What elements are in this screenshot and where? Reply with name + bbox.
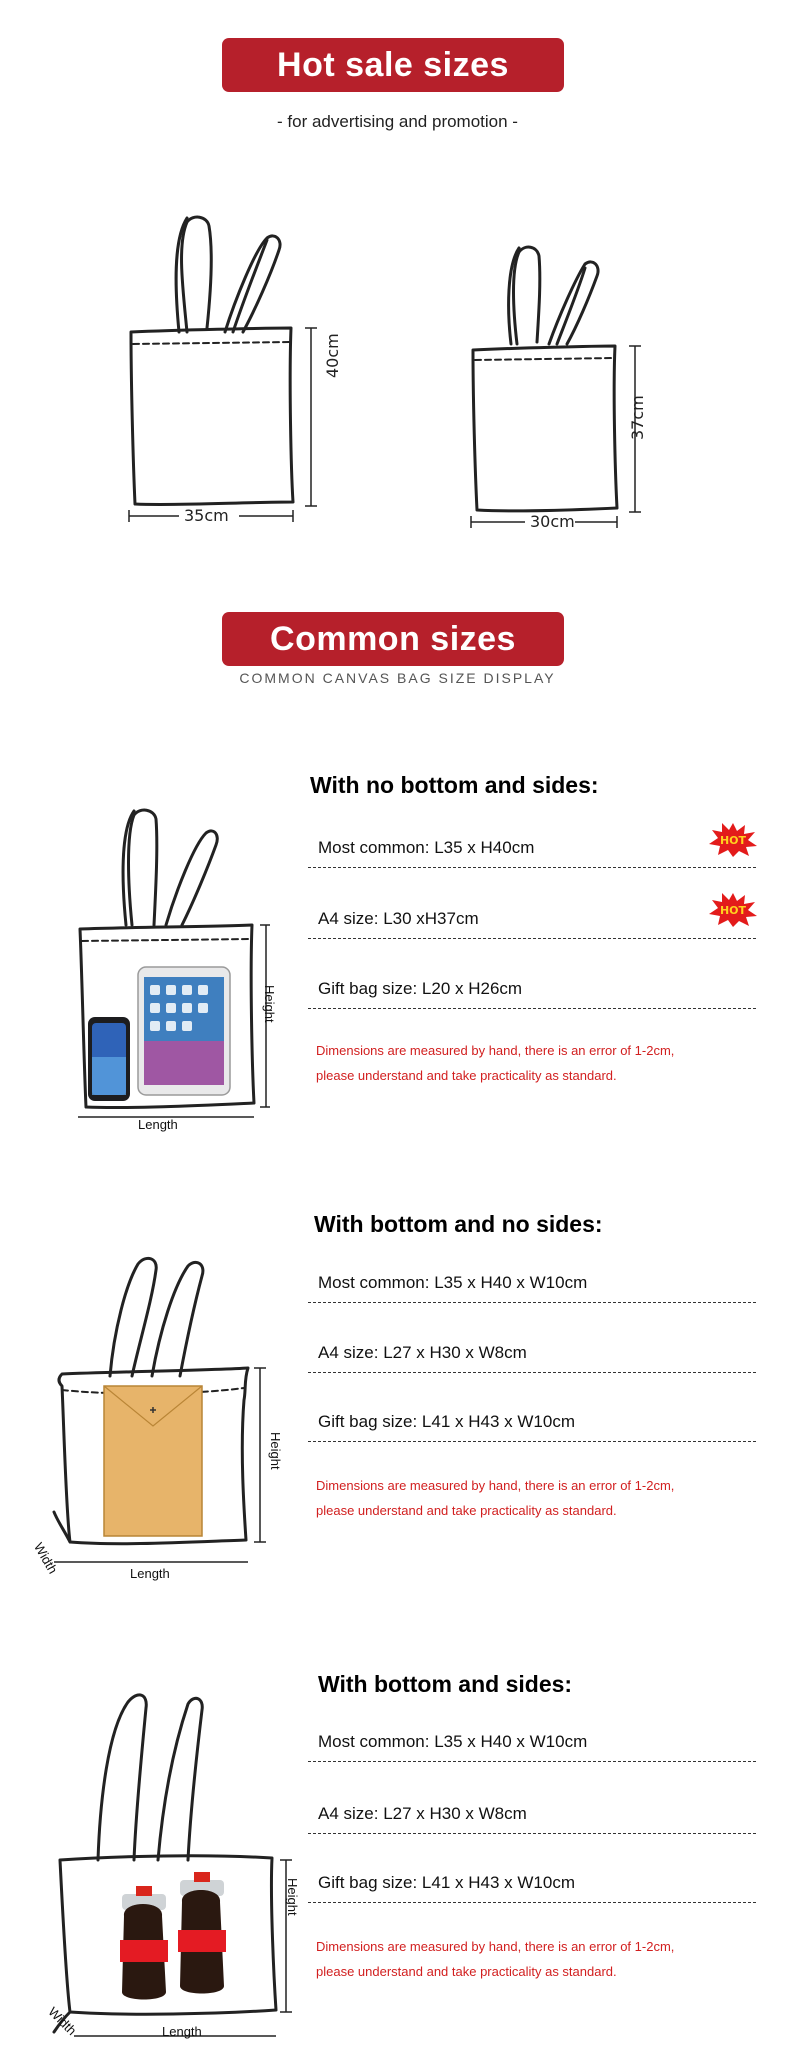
large-bag-width-label: 35cm	[184, 506, 229, 525]
section1-note-line1: Dimensions are measured by hand, there is an error of 1-2cm,	[316, 1043, 675, 1058]
section2-row-a4: A4 size: L27 x H30 x W8cm	[318, 1343, 527, 1362]
section2-divider	[308, 1372, 756, 1373]
section2-title: With bottom and no sides:	[314, 1211, 603, 1237]
hot-sale-banner: Hot sale sizes	[222, 38, 564, 92]
section3-note-line2: please understand and take practicality as standard.	[316, 1964, 617, 1979]
section2-divider	[308, 1302, 756, 1303]
section2-note-line1: Dimensions are measured by hand, there is an error of 1-2cm,	[316, 1478, 675, 1493]
common-sizes-banner: Common sizes	[222, 612, 564, 666]
section2-width-label: Width	[31, 1540, 61, 1577]
section2-note-line2: please understand and take practicality as standard.	[316, 1503, 617, 1518]
section1-length-label: Length	[138, 1117, 178, 1132]
section3-row-most-common: Most common: L35 x H40 x W10cm	[318, 1732, 588, 1751]
section3-height-label: Height	[285, 1878, 300, 1916]
hot-badge-icon	[708, 822, 758, 858]
section2-note	[316, 1473, 674, 1523]
section3-title: With bottom and sides:	[318, 1671, 573, 1697]
section3-note	[316, 1934, 674, 1984]
section2-height-label: Height	[268, 1432, 283, 1470]
flat-tote-with-phone-and-tablet	[70, 805, 270, 1125]
common-sizes-subtitle: COMMON CANVAS BAG SIZE DISPLAY	[239, 670, 556, 686]
bottom-gusset-tote-with-envelope	[40, 1250, 280, 1570]
section3-width-label: Width	[45, 2004, 80, 2039]
section1-note-line2: please understand and take practicality as standard.	[316, 1068, 617, 1083]
hot-badge-icon	[708, 892, 758, 928]
section2-row-gift: Gift bag size: L41 x H43 x W10cm	[318, 1412, 575, 1431]
small-bag-height-label: 37cm	[628, 395, 647, 440]
full-gusset-tote-with-bottles	[38, 1680, 298, 2050]
hot-badge-text: HOT	[719, 834, 747, 847]
section1-divider	[308, 1008, 756, 1009]
section3-divider	[308, 1761, 756, 1762]
section1-height-label: Height	[262, 985, 277, 1023]
section1-row-a4: A4 size: L30 xH37cm	[318, 909, 479, 928]
section3-row-a4: A4 size: L27 x H30 x W8cm	[318, 1804, 527, 1823]
hot-badge-text: HOT	[719, 904, 747, 917]
section3-divider	[308, 1833, 756, 1834]
section1-row-gift: Gift bag size: L20 x H26cm	[318, 979, 523, 998]
section3-row-gift: Gift bag size: L41 x H43 x W10cm	[318, 1873, 575, 1892]
small-tote-bag-outline	[455, 240, 665, 540]
section1-row-most-common: Most common: L35 x H40cm	[318, 838, 535, 857]
large-tote-bag-outline	[115, 210, 345, 530]
section3-divider	[308, 1902, 756, 1903]
section1-divider	[308, 867, 756, 868]
small-bag-width-label: 30cm	[530, 512, 575, 531]
section1-title: With no bottom and sides:	[310, 772, 599, 798]
section2-row-most-common: Most common: L35 x H40 x W10cm	[318, 1273, 588, 1292]
section3-note-line1: Dimensions are measured by hand, there is an error of 1-2cm,	[316, 1939, 675, 1954]
large-bag-height-label: 40cm	[323, 333, 342, 378]
section1-note	[316, 1038, 674, 1088]
section2-divider	[308, 1441, 756, 1442]
hot-sale-subtitle: - for advertising and promotion -	[277, 112, 518, 131]
section3-length-label: Length	[162, 2024, 202, 2039]
section1-divider	[308, 938, 756, 939]
section2-length-label: Length	[130, 1566, 170, 1581]
